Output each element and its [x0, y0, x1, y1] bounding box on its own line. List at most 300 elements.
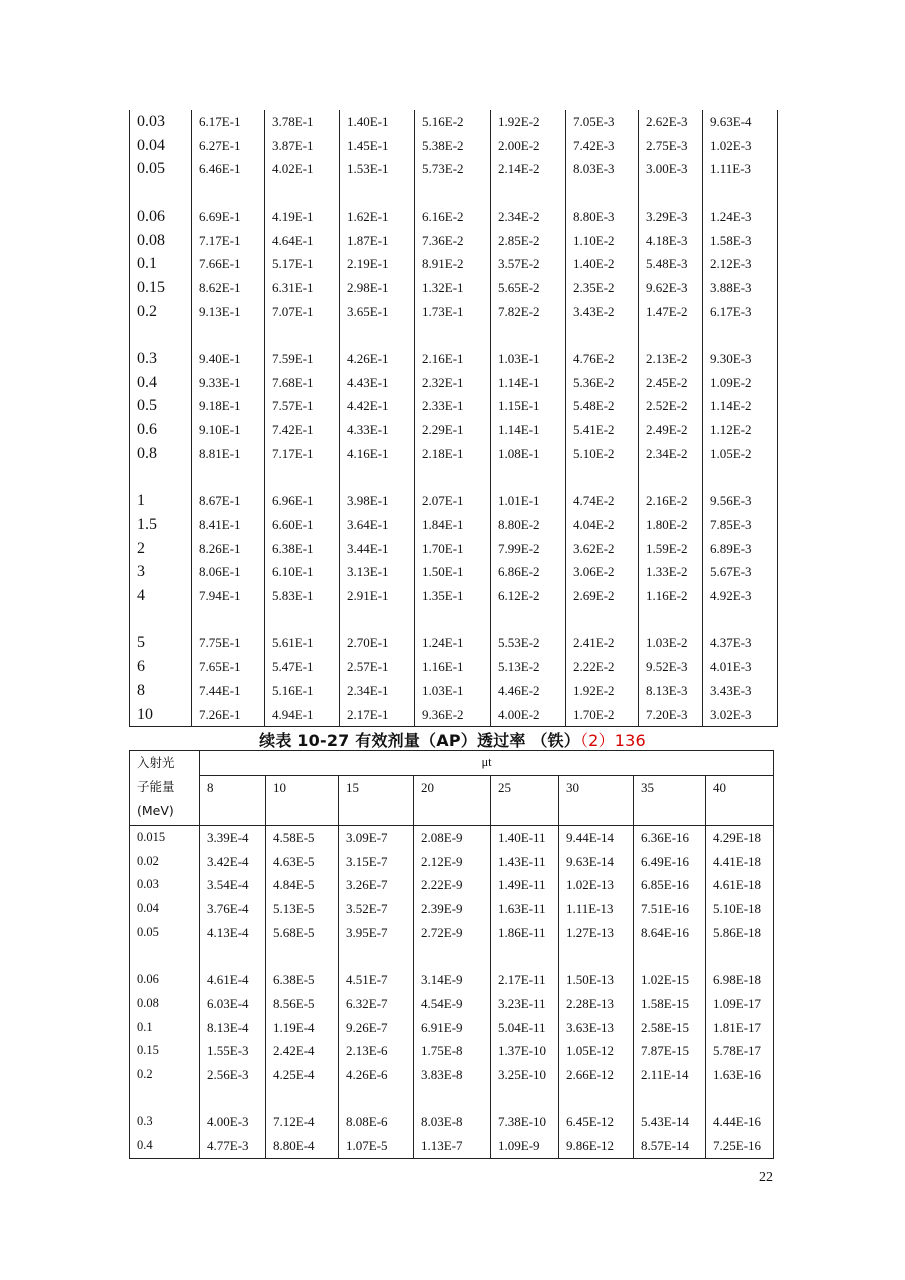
- value-cell: 9.33E-1: [192, 371, 265, 395]
- value-cell: 7.57E-1: [265, 394, 340, 418]
- value-cell: 6.27E-1: [192, 134, 265, 158]
- energy-cell: 0.2: [130, 1063, 200, 1087]
- energy-cell: 0.1: [130, 1016, 200, 1040]
- column-header: 30: [559, 775, 634, 799]
- value-cell: 7.66E-1: [192, 252, 265, 276]
- value-cell: 1.03E-1: [415, 679, 491, 703]
- value-cell: 8.91E-2: [415, 252, 491, 276]
- value-cell: 2.75E-3: [639, 134, 703, 158]
- value-cell: 3.26E-7: [339, 873, 414, 897]
- value-cell: 3.29E-3: [639, 205, 703, 229]
- table-row: [130, 394, 778, 418]
- energy-cell: 0.06: [130, 205, 192, 229]
- value-cell: 9.44E-14: [559, 825, 634, 849]
- value-cell: 2.58E-15: [634, 1016, 706, 1040]
- energy-cell: 0.15: [130, 276, 192, 300]
- value-cell: 4.54E-9: [414, 992, 491, 1016]
- value-cell: 2.33E-1: [415, 394, 491, 418]
- value-cell: 6.49E-16: [634, 850, 706, 874]
- value-cell: 2.35E-2: [566, 276, 639, 300]
- column-header: 40: [706, 775, 774, 799]
- value-cell: 7.07E-1: [265, 300, 340, 324]
- value-cell: 5.41E-2: [566, 418, 639, 442]
- value-cell: 2.57E-1: [340, 655, 415, 679]
- value-cell: 8.80E-4: [266, 1134, 339, 1158]
- table-row: [130, 1039, 774, 1063]
- table-row: [130, 850, 774, 874]
- value-cell: 4.19E-1: [265, 205, 340, 229]
- energy-cell: 3: [130, 560, 192, 584]
- value-cell: 7.26E-1: [192, 703, 265, 727]
- energy-cell: 0.1: [130, 252, 192, 276]
- value-cell: 2.18E-1: [415, 442, 491, 466]
- value-cell: 2.28E-13: [559, 992, 634, 1016]
- value-cell: 6.10E-1: [265, 560, 340, 584]
- value-cell: 4.02E-1: [265, 157, 340, 181]
- value-cell: 4.64E-1: [265, 229, 340, 253]
- value-cell: 2.17E-11: [491, 968, 559, 992]
- value-cell: 8.62E-1: [192, 276, 265, 300]
- value-cell: 2.32E-1: [415, 371, 491, 395]
- energy-cell: 0.15: [130, 1039, 200, 1063]
- value-cell: 4.92E-3: [703, 584, 778, 608]
- value-cell: 5.68E-5: [266, 921, 339, 945]
- energy-cell: 0.4: [130, 1134, 200, 1158]
- table-row: [130, 1063, 774, 1087]
- energy-cell: 8: [130, 679, 192, 703]
- value-cell: 2.13E-6: [339, 1039, 414, 1063]
- value-cell: 3.83E-8: [414, 1063, 491, 1087]
- value-cell: 1.35E-1: [415, 584, 491, 608]
- table-row: [130, 655, 778, 679]
- value-cell: 5.67E-3: [703, 560, 778, 584]
- table-row: [130, 157, 778, 181]
- value-cell: 8.81E-1: [192, 442, 265, 466]
- value-cell: 7.05E-3: [566, 110, 639, 134]
- value-cell: 1.32E-1: [415, 276, 491, 300]
- value-cell: 1.02E-13: [559, 873, 634, 897]
- value-cell: 4.58E-5: [266, 825, 339, 849]
- value-cell: 3.87E-1: [265, 134, 340, 158]
- energy-header-line-2: 子能量: [130, 775, 200, 799]
- table-title-note: （2）136: [579, 731, 646, 750]
- table-row: [130, 252, 778, 276]
- value-cell: 8.80E-2: [491, 513, 566, 537]
- table-row: [130, 703, 778, 727]
- value-cell: 7.44E-1: [192, 679, 265, 703]
- value-cell: 1.92E-2: [566, 679, 639, 703]
- value-cell: 4.00E-2: [491, 703, 566, 727]
- value-cell: 1.47E-2: [639, 300, 703, 324]
- value-cell: 4.94E-1: [265, 703, 340, 727]
- value-cell: 6.98E-18: [706, 968, 774, 992]
- value-cell: 7.17E-1: [265, 442, 340, 466]
- column-header: 25: [491, 775, 559, 799]
- value-cell: 1.75E-8: [414, 1039, 491, 1063]
- value-cell: 1.49E-11: [491, 873, 559, 897]
- value-cell: 9.30E-3: [703, 347, 778, 371]
- energy-cell: 0.02: [130, 850, 200, 874]
- column-header: 8: [200, 775, 266, 799]
- value-cell: 1.08E-1: [491, 442, 566, 466]
- value-cell: 6.16E-2: [415, 205, 491, 229]
- value-cell: 1.07E-5: [339, 1134, 414, 1158]
- value-cell: 2.39E-9: [414, 897, 491, 921]
- value-cell: 6.45E-12: [559, 1110, 634, 1134]
- value-cell: 4.84E-5: [266, 873, 339, 897]
- value-cell: 1.73E-1: [415, 300, 491, 324]
- value-cell: 7.65E-1: [192, 655, 265, 679]
- energy-cell: 1: [130, 489, 192, 513]
- value-cell: 8.64E-16: [634, 921, 706, 945]
- energy-cell: 0.03: [130, 110, 192, 134]
- value-cell: 3.09E-7: [339, 825, 414, 849]
- value-cell: 2.16E-1: [415, 347, 491, 371]
- value-cell: 2.52E-2: [639, 394, 703, 418]
- value-cell: 5.83E-1: [265, 584, 340, 608]
- value-cell: 8.03E-8: [414, 1110, 491, 1134]
- value-cell: 5.78E-17: [706, 1039, 774, 1063]
- value-cell: 5.48E-2: [566, 394, 639, 418]
- value-cell: 6.12E-2: [491, 584, 566, 608]
- value-cell: 6.32E-7: [339, 992, 414, 1016]
- value-cell: 8.57E-14: [634, 1134, 706, 1158]
- value-cell: 2.22E-2: [566, 655, 639, 679]
- value-cell: 6.03E-4: [200, 992, 266, 1016]
- value-cell: 2.16E-2: [639, 489, 703, 513]
- value-cell: 4.25E-4: [266, 1063, 339, 1087]
- value-cell: 1.92E-2: [491, 110, 566, 134]
- value-cell: 7.85E-3: [703, 513, 778, 537]
- value-cell: 3.62E-2: [566, 537, 639, 561]
- value-cell: 2.34E-2: [639, 442, 703, 466]
- value-cell: 1.05E-12: [559, 1039, 634, 1063]
- value-cell: 2.19E-1: [340, 252, 415, 276]
- group-spacer: [130, 323, 778, 347]
- value-cell: 5.10E-2: [566, 442, 639, 466]
- value-cell: 5.86E-18: [706, 921, 774, 945]
- value-cell: 6.17E-3: [703, 300, 778, 324]
- value-cell: 1.45E-1: [340, 134, 415, 158]
- value-cell: 2.08E-9: [414, 825, 491, 849]
- value-cell: 9.56E-3: [703, 489, 778, 513]
- value-cell: 6.69E-1: [192, 205, 265, 229]
- upper-table-body: [130, 110, 778, 727]
- value-cell: 1.40E-1: [340, 110, 415, 134]
- value-cell: 3.64E-1: [340, 513, 415, 537]
- value-cell: 1.63E-11: [491, 897, 559, 921]
- energy-cell: 0.04: [130, 134, 192, 158]
- value-cell: 3.14E-9: [414, 968, 491, 992]
- value-cell: 5.53E-2: [491, 631, 566, 655]
- value-cell: 3.52E-7: [339, 897, 414, 921]
- value-cell: 3.25E-10: [491, 1063, 559, 1087]
- value-cell: 4.26E-1: [340, 347, 415, 371]
- value-cell: 7.20E-3: [639, 703, 703, 727]
- value-cell: 7.99E-2: [491, 537, 566, 561]
- energy-header-line-3: (MeV): [130, 799, 200, 825]
- lower-table-body: [130, 751, 774, 1159]
- value-cell: 2.66E-12: [559, 1063, 634, 1087]
- value-cell: 7.82E-2: [491, 300, 566, 324]
- value-cell: 3.65E-1: [340, 300, 415, 324]
- value-cell: 1.58E-15: [634, 992, 706, 1016]
- value-cell: 6.36E-16: [634, 825, 706, 849]
- value-cell: 7.94E-1: [192, 584, 265, 608]
- table-row: [130, 1134, 774, 1158]
- group-spacer: [130, 944, 774, 968]
- value-cell: 4.51E-7: [339, 968, 414, 992]
- value-cell: 8.08E-6: [339, 1110, 414, 1134]
- energy-cell: 0.08: [130, 992, 200, 1016]
- table-row: [130, 205, 778, 229]
- value-cell: 1.05E-2: [703, 442, 778, 466]
- value-cell: 4.63E-5: [266, 850, 339, 874]
- value-cell: 8.56E-5: [266, 992, 339, 1016]
- value-cell: 2.69E-2: [566, 584, 639, 608]
- table-row: [130, 560, 778, 584]
- table-row: [130, 1110, 774, 1134]
- value-cell: 2.12E-9: [414, 850, 491, 874]
- table-row: [130, 276, 778, 300]
- value-cell: 1.33E-2: [639, 560, 703, 584]
- value-cell: 2.49E-2: [639, 418, 703, 442]
- value-cell: 7.51E-16: [634, 897, 706, 921]
- energy-cell: 0.08: [130, 229, 192, 253]
- energy-cell: 0.5: [130, 394, 192, 418]
- value-cell: 2.00E-2: [491, 134, 566, 158]
- value-cell: 5.10E-18: [706, 897, 774, 921]
- value-cell: 2.41E-2: [566, 631, 639, 655]
- value-cell: 7.59E-1: [265, 347, 340, 371]
- value-cell: 4.33E-1: [340, 418, 415, 442]
- value-cell: 6.38E-5: [266, 968, 339, 992]
- value-cell: 9.10E-1: [192, 418, 265, 442]
- value-cell: 3.42E-4: [200, 850, 266, 874]
- value-cell: 6.91E-9: [414, 1016, 491, 1040]
- value-cell: 8.13E-4: [200, 1016, 266, 1040]
- value-cell: 8.80E-3: [566, 205, 639, 229]
- value-cell: 8.67E-1: [192, 489, 265, 513]
- value-cell: 5.17E-1: [265, 252, 340, 276]
- value-cell: 3.39E-4: [200, 825, 266, 849]
- value-cell: 2.11E-14: [634, 1063, 706, 1087]
- value-cell: 1.27E-13: [559, 921, 634, 945]
- value-cell: 1.11E-13: [559, 897, 634, 921]
- column-header: 20: [414, 775, 491, 799]
- table-title: [0, 728, 905, 751]
- table-row: [130, 584, 778, 608]
- value-cell: 9.63E-14: [559, 850, 634, 874]
- table-row: [130, 921, 774, 945]
- value-cell: 6.96E-1: [265, 489, 340, 513]
- energy-cell: 0.03: [130, 873, 200, 897]
- value-cell: 7.12E-4: [266, 1110, 339, 1134]
- value-cell: 5.61E-1: [265, 631, 340, 655]
- value-cell: 4.37E-3: [703, 631, 778, 655]
- value-cell: 5.43E-14: [634, 1110, 706, 1134]
- value-cell: 5.13E-2: [491, 655, 566, 679]
- value-cell: 1.80E-2: [639, 513, 703, 537]
- value-cell: 8.26E-1: [192, 537, 265, 561]
- energy-cell: 0.3: [130, 347, 192, 371]
- table-row: [130, 347, 778, 371]
- value-cell: 1.14E-1: [491, 371, 566, 395]
- value-cell: 5.48E-3: [639, 252, 703, 276]
- value-cell: 6.85E-16: [634, 873, 706, 897]
- value-cell: 3.95E-7: [339, 921, 414, 945]
- energy-cell: 5: [130, 631, 192, 655]
- value-cell: 9.36E-2: [415, 703, 491, 727]
- table-row: [130, 679, 778, 703]
- value-cell: 3.63E-13: [559, 1016, 634, 1040]
- value-cell: 1.24E-1: [415, 631, 491, 655]
- value-cell: 1.14E-1: [491, 418, 566, 442]
- value-cell: 4.16E-1: [340, 442, 415, 466]
- value-cell: 1.09E-17: [706, 992, 774, 1016]
- energy-cell: 0.2: [130, 300, 192, 324]
- value-cell: 3.13E-1: [340, 560, 415, 584]
- table-row: [130, 442, 778, 466]
- value-cell: 5.04E-11: [491, 1016, 559, 1040]
- table-row: [130, 1016, 774, 1040]
- lower-data-table: [129, 750, 774, 1159]
- value-cell: 1.40E-2: [566, 252, 639, 276]
- value-cell: 1.02E-3: [703, 134, 778, 158]
- value-cell: 5.38E-2: [415, 134, 491, 158]
- value-cell: 1.09E-9: [491, 1134, 559, 1158]
- energy-cell: 0.05: [130, 921, 200, 945]
- value-cell: 4.77E-3: [200, 1134, 266, 1158]
- energy-cell: 0.6: [130, 418, 192, 442]
- value-cell: 1.58E-3: [703, 229, 778, 253]
- value-cell: 2.85E-2: [491, 229, 566, 253]
- table-row: [130, 825, 774, 849]
- value-cell: 1.01E-1: [491, 489, 566, 513]
- value-cell: 1.40E-11: [491, 825, 559, 849]
- energy-cell: 0.04: [130, 897, 200, 921]
- value-cell: 1.11E-3: [703, 157, 778, 181]
- lower-header-row-3: [130, 799, 774, 825]
- value-cell: 3.02E-3: [703, 703, 778, 727]
- value-cell: 3.06E-2: [566, 560, 639, 584]
- value-cell: 5.16E-1: [265, 679, 340, 703]
- value-cell: 3.78E-1: [265, 110, 340, 134]
- energy-cell: 0.015: [130, 825, 200, 849]
- table-row: [130, 513, 778, 537]
- value-cell: 8.03E-3: [566, 157, 639, 181]
- value-cell: 7.25E-16: [706, 1134, 774, 1158]
- value-cell: 6.89E-3: [703, 537, 778, 561]
- value-cell: 3.23E-11: [491, 992, 559, 1016]
- group-spacer: [130, 608, 778, 632]
- value-cell: 3.88E-3: [703, 276, 778, 300]
- value-cell: 4.18E-3: [639, 229, 703, 253]
- value-cell: 3.43E-3: [703, 679, 778, 703]
- value-cell: 8.41E-1: [192, 513, 265, 537]
- value-cell: 9.62E-3: [639, 276, 703, 300]
- value-cell: 9.26E-7: [339, 1016, 414, 1040]
- value-cell: 7.38E-10: [491, 1110, 559, 1134]
- value-cell: 1.13E-7: [414, 1134, 491, 1158]
- value-cell: 3.15E-7: [339, 850, 414, 874]
- energy-header-line-1: 入射光: [130, 751, 200, 776]
- value-cell: 1.63E-16: [706, 1063, 774, 1087]
- value-cell: 9.52E-3: [639, 655, 703, 679]
- value-cell: 2.29E-1: [415, 418, 491, 442]
- value-cell: 2.62E-3: [639, 110, 703, 134]
- value-cell: 3.44E-1: [340, 537, 415, 561]
- table-row: [130, 897, 774, 921]
- value-cell: 2.56E-3: [200, 1063, 266, 1087]
- value-cell: 6.38E-1: [265, 537, 340, 561]
- value-cell: 1.16E-1: [415, 655, 491, 679]
- value-cell: 4.74E-2: [566, 489, 639, 513]
- value-cell: 8.13E-3: [639, 679, 703, 703]
- value-cell: 2.22E-9: [414, 873, 491, 897]
- lower-header-row-2: [130, 775, 774, 799]
- value-cell: 5.13E-5: [266, 897, 339, 921]
- value-cell: 7.68E-1: [265, 371, 340, 395]
- value-cell: 2.34E-2: [491, 205, 566, 229]
- value-cell: 8.06E-1: [192, 560, 265, 584]
- value-cell: 9.40E-1: [192, 347, 265, 371]
- value-cell: 1.62E-1: [340, 205, 415, 229]
- value-cell: 5.16E-2: [415, 110, 491, 134]
- value-cell: 7.17E-1: [192, 229, 265, 253]
- value-cell: 3.43E-2: [566, 300, 639, 324]
- table-row: [130, 134, 778, 158]
- value-cell: 2.91E-1: [340, 584, 415, 608]
- value-cell: 4.01E-3: [703, 655, 778, 679]
- table-row: [130, 418, 778, 442]
- value-cell: 3.98E-1: [340, 489, 415, 513]
- value-cell: 2.42E-4: [266, 1039, 339, 1063]
- value-cell: 9.13E-1: [192, 300, 265, 324]
- value-cell: 1.87E-1: [340, 229, 415, 253]
- value-cell: 1.24E-3: [703, 205, 778, 229]
- table-row: [130, 110, 778, 134]
- value-cell: 5.36E-2: [566, 371, 639, 395]
- table-row: [130, 229, 778, 253]
- energy-cell: 1.5: [130, 513, 192, 537]
- energy-cell: 4: [130, 584, 192, 608]
- value-cell: 1.50E-13: [559, 968, 634, 992]
- group-spacer: [130, 181, 778, 205]
- value-cell: 6.86E-2: [491, 560, 566, 584]
- value-cell: 6.17E-1: [192, 110, 265, 134]
- value-cell: 4.61E-18: [706, 873, 774, 897]
- value-cell: 1.16E-2: [639, 584, 703, 608]
- value-cell: 7.36E-2: [415, 229, 491, 253]
- value-cell: 5.65E-2: [491, 276, 566, 300]
- value-cell: 7.75E-1: [192, 631, 265, 655]
- value-cell: 3.57E-2: [491, 252, 566, 276]
- upper-data-table: [129, 110, 778, 727]
- energy-cell: 0.05: [130, 157, 192, 181]
- value-cell: 1.50E-1: [415, 560, 491, 584]
- energy-cell: 6: [130, 655, 192, 679]
- value-cell: 4.04E-2: [566, 513, 639, 537]
- value-cell: 1.03E-1: [491, 347, 566, 371]
- value-cell: 2.13E-2: [639, 347, 703, 371]
- value-cell: 3.54E-4: [200, 873, 266, 897]
- column-header: 10: [266, 775, 339, 799]
- value-cell: 4.29E-18: [706, 825, 774, 849]
- table-row: [130, 631, 778, 655]
- column-header: 15: [339, 775, 414, 799]
- value-cell: 2.34E-1: [340, 679, 415, 703]
